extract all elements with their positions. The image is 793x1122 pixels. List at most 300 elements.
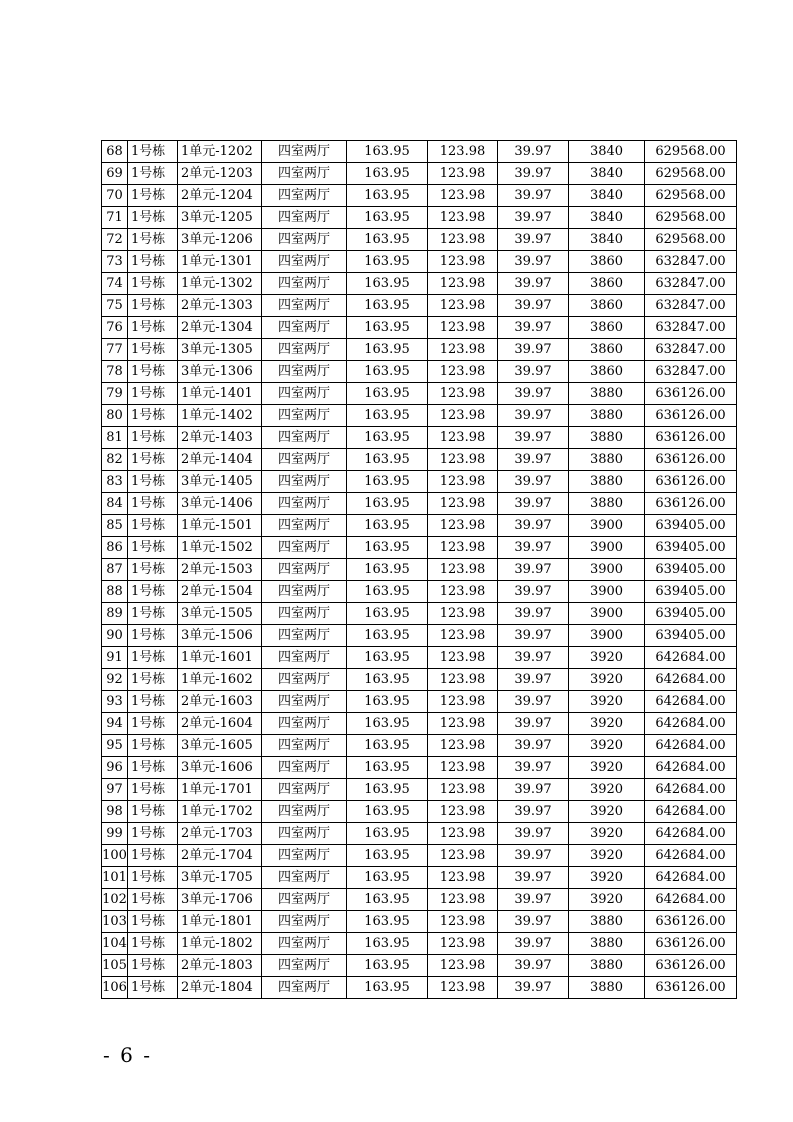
unit-cell: 2单元-1203 (178, 163, 262, 185)
shared-area-cell: 39.97 (498, 295, 569, 317)
row-number: 81 (102, 427, 128, 449)
unit-price-cell: 3920 (569, 867, 645, 889)
row-number: 103 (102, 911, 128, 933)
inner-area-cell: 123.98 (428, 317, 498, 339)
total-price-cell: 639405.00 (645, 559, 737, 581)
layout-cell: 四室两厅 (262, 757, 347, 779)
inner-area-cell: 123.98 (428, 537, 498, 559)
row-number: 90 (102, 625, 128, 647)
unit-cell: 2单元-1304 (178, 317, 262, 339)
unit-price-cell: 3880 (569, 493, 645, 515)
building-cell: 1号栋 (128, 317, 178, 339)
layout-cell: 四室两厅 (262, 273, 347, 295)
row-number: 74 (102, 273, 128, 295)
table-row (102, 405, 737, 427)
shared-area-cell: 39.97 (498, 229, 569, 251)
unit-price-cell: 3920 (569, 823, 645, 845)
building-area-cell: 163.95 (347, 779, 428, 801)
building-cell: 1号栋 (128, 405, 178, 427)
inner-area-cell: 123.98 (428, 735, 498, 757)
building-area-cell: 163.95 (347, 229, 428, 251)
row-number: 72 (102, 229, 128, 251)
building-cell: 1号栋 (128, 427, 178, 449)
total-price-cell: 632847.00 (645, 317, 737, 339)
shared-area-cell: 39.97 (498, 845, 569, 867)
layout-cell: 四室两厅 (262, 141, 347, 163)
total-price-cell: 632847.00 (645, 251, 737, 273)
unit-price-cell: 3880 (569, 933, 645, 955)
unit-price-cell: 3880 (569, 911, 645, 933)
building-area-cell: 163.95 (347, 383, 428, 405)
unit-cell: 1单元-1202 (178, 141, 262, 163)
total-price-cell: 629568.00 (645, 141, 737, 163)
shared-area-cell: 39.97 (498, 977, 569, 999)
total-price-cell: 636126.00 (645, 427, 737, 449)
building-area-cell: 163.95 (347, 911, 428, 933)
table-row (102, 207, 737, 229)
layout-cell: 四室两厅 (262, 845, 347, 867)
unit-cell: 3单元-1705 (178, 867, 262, 889)
unit-price-cell: 3920 (569, 647, 645, 669)
unit-cell: 2单元-1604 (178, 713, 262, 735)
shared-area-cell: 39.97 (498, 647, 569, 669)
table-row (102, 141, 737, 163)
unit-price-cell: 3920 (569, 669, 645, 691)
table-row (102, 801, 737, 823)
unit-cell: 3单元-1305 (178, 339, 262, 361)
shared-area-cell: 39.97 (498, 163, 569, 185)
shared-area-cell: 39.97 (498, 669, 569, 691)
table-row (102, 361, 737, 383)
inner-area-cell: 123.98 (428, 141, 498, 163)
table-row (102, 251, 737, 273)
building-area-cell: 163.95 (347, 823, 428, 845)
shared-area-cell: 39.97 (498, 867, 569, 889)
building-cell: 1号栋 (128, 625, 178, 647)
table-row (102, 779, 737, 801)
unit-price-cell: 3900 (569, 625, 645, 647)
unit-cell: 1单元-1402 (178, 405, 262, 427)
total-price-cell: 632847.00 (645, 339, 737, 361)
shared-area-cell: 39.97 (498, 361, 569, 383)
unit-price-cell: 3840 (569, 229, 645, 251)
total-price-cell: 642684.00 (645, 779, 737, 801)
unit-cell: 3单元-1506 (178, 625, 262, 647)
unit-price-cell: 3920 (569, 845, 645, 867)
layout-cell: 四室两厅 (262, 317, 347, 339)
table-row (102, 537, 737, 559)
table-row (102, 757, 737, 779)
row-number: 96 (102, 757, 128, 779)
row-number: 93 (102, 691, 128, 713)
building-area-cell: 163.95 (347, 713, 428, 735)
total-price-cell: 632847.00 (645, 273, 737, 295)
page-number: - 6 - (103, 1043, 152, 1067)
total-price-cell: 642684.00 (645, 757, 737, 779)
inner-area-cell: 123.98 (428, 207, 498, 229)
total-price-cell: 642684.00 (645, 669, 737, 691)
unit-price-cell: 3920 (569, 889, 645, 911)
unit-price-cell: 3900 (569, 537, 645, 559)
building-area-cell: 163.95 (347, 977, 428, 999)
table-row (102, 713, 737, 735)
total-price-cell: 639405.00 (645, 625, 737, 647)
building-cell: 1号栋 (128, 779, 178, 801)
unit-price-cell: 3880 (569, 449, 645, 471)
unit-price-cell: 3880 (569, 955, 645, 977)
unit-cell: 3单元-1406 (178, 493, 262, 515)
table-row (102, 977, 737, 999)
unit-cell: 2单元-1804 (178, 977, 262, 999)
shared-area-cell: 39.97 (498, 339, 569, 361)
total-price-cell: 642684.00 (645, 801, 737, 823)
layout-cell: 四室两厅 (262, 207, 347, 229)
layout-cell: 四室两厅 (262, 647, 347, 669)
shared-area-cell: 39.97 (498, 911, 569, 933)
shared-area-cell: 39.97 (498, 757, 569, 779)
unit-cell: 1单元-1301 (178, 251, 262, 273)
building-cell: 1号栋 (128, 713, 178, 735)
layout-cell: 四室两厅 (262, 185, 347, 207)
building-area-cell: 163.95 (347, 515, 428, 537)
row-number: 99 (102, 823, 128, 845)
row-number: 91 (102, 647, 128, 669)
total-price-cell: 636126.00 (645, 977, 737, 999)
layout-cell: 四室两厅 (262, 361, 347, 383)
inner-area-cell: 123.98 (428, 229, 498, 251)
table-row (102, 317, 737, 339)
total-price-cell: 636126.00 (645, 449, 737, 471)
shared-area-cell: 39.97 (498, 251, 569, 273)
row-number: 97 (102, 779, 128, 801)
unit-price-cell: 3900 (569, 515, 645, 537)
building-cell: 1号栋 (128, 757, 178, 779)
inner-area-cell: 123.98 (428, 977, 498, 999)
building-area-cell: 163.95 (347, 273, 428, 295)
shared-area-cell: 39.97 (498, 625, 569, 647)
unit-price-cell: 3880 (569, 977, 645, 999)
shared-area-cell: 39.97 (498, 449, 569, 471)
total-price-cell: 632847.00 (645, 295, 737, 317)
layout-cell: 四室两厅 (262, 427, 347, 449)
total-price-cell: 642684.00 (645, 889, 737, 911)
total-price-cell: 636126.00 (645, 471, 737, 493)
row-number: 86 (102, 537, 128, 559)
shared-area-cell: 39.97 (498, 427, 569, 449)
row-number: 69 (102, 163, 128, 185)
inner-area-cell: 123.98 (428, 779, 498, 801)
total-price-cell: 639405.00 (645, 603, 737, 625)
building-cell: 1号栋 (128, 229, 178, 251)
building-area-cell: 163.95 (347, 295, 428, 317)
unit-cell: 2单元-1603 (178, 691, 262, 713)
building-cell: 1号栋 (128, 581, 178, 603)
building-area-cell: 163.95 (347, 647, 428, 669)
layout-cell: 四室两厅 (262, 229, 347, 251)
total-price-cell: 639405.00 (645, 515, 737, 537)
unit-price-cell: 3860 (569, 295, 645, 317)
total-price-cell: 629568.00 (645, 207, 737, 229)
table-row (102, 493, 737, 515)
inner-area-cell: 123.98 (428, 603, 498, 625)
inner-area-cell: 123.98 (428, 955, 498, 977)
table-row (102, 955, 737, 977)
table-row (102, 845, 737, 867)
table-row (102, 581, 737, 603)
inner-area-cell: 123.98 (428, 361, 498, 383)
row-number: 92 (102, 669, 128, 691)
building-area-cell: 163.95 (347, 801, 428, 823)
unit-price-cell: 3880 (569, 471, 645, 493)
shared-area-cell: 39.97 (498, 581, 569, 603)
inner-area-cell: 123.98 (428, 273, 498, 295)
building-cell: 1号栋 (128, 911, 178, 933)
building-cell: 1号栋 (128, 845, 178, 867)
row-number: 100 (102, 845, 128, 867)
unit-price-cell: 3920 (569, 735, 645, 757)
total-price-cell: 636126.00 (645, 933, 737, 955)
building-cell: 1号栋 (128, 185, 178, 207)
inner-area-cell: 123.98 (428, 625, 498, 647)
table-row (102, 427, 737, 449)
table-row (102, 383, 737, 405)
inner-area-cell: 123.98 (428, 647, 498, 669)
table-row (102, 691, 737, 713)
inner-area-cell: 123.98 (428, 185, 498, 207)
row-number: 98 (102, 801, 128, 823)
row-number: 104 (102, 933, 128, 955)
unit-cell: 3单元-1205 (178, 207, 262, 229)
building-area-cell: 163.95 (347, 845, 428, 867)
shared-area-cell: 39.97 (498, 207, 569, 229)
unit-cell: 2单元-1404 (178, 449, 262, 471)
table-row (102, 515, 737, 537)
row-number: 102 (102, 889, 128, 911)
row-number: 82 (102, 449, 128, 471)
building-cell: 1号栋 (128, 647, 178, 669)
table-row (102, 647, 737, 669)
row-number: 75 (102, 295, 128, 317)
unit-price-cell: 3900 (569, 559, 645, 581)
layout-cell: 四室两厅 (262, 537, 347, 559)
building-cell: 1号栋 (128, 889, 178, 911)
layout-cell: 四室两厅 (262, 625, 347, 647)
row-number: 71 (102, 207, 128, 229)
layout-cell: 四室两厅 (262, 405, 347, 427)
layout-cell: 四室两厅 (262, 867, 347, 889)
total-price-cell: 639405.00 (645, 581, 737, 603)
unit-cell: 2单元-1703 (178, 823, 262, 845)
row-number: 80 (102, 405, 128, 427)
row-number: 83 (102, 471, 128, 493)
table-row (102, 185, 737, 207)
building-area-cell: 163.95 (347, 339, 428, 361)
unit-price-cell: 3920 (569, 713, 645, 735)
shared-area-cell: 39.97 (498, 273, 569, 295)
building-cell: 1号栋 (128, 559, 178, 581)
building-area-cell: 163.95 (347, 471, 428, 493)
building-area-cell: 163.95 (347, 559, 428, 581)
unit-cell: 2单元-1704 (178, 845, 262, 867)
table-row (102, 867, 737, 889)
shared-area-cell: 39.97 (498, 603, 569, 625)
shared-area-cell: 39.97 (498, 515, 569, 537)
shared-area-cell: 39.97 (498, 713, 569, 735)
table-row (102, 889, 737, 911)
row-number: 73 (102, 251, 128, 273)
building-area-cell: 163.95 (347, 625, 428, 647)
shared-area-cell: 39.97 (498, 141, 569, 163)
layout-cell: 四室两厅 (262, 735, 347, 757)
layout-cell: 四室两厅 (262, 779, 347, 801)
building-area-cell: 163.95 (347, 867, 428, 889)
row-number: 94 (102, 713, 128, 735)
layout-cell: 四室两厅 (262, 603, 347, 625)
table-row (102, 559, 737, 581)
building-cell: 1号栋 (128, 735, 178, 757)
unit-price-cell: 3900 (569, 581, 645, 603)
unit-cell: 1单元-1701 (178, 779, 262, 801)
unit-price-cell: 3860 (569, 317, 645, 339)
layout-cell: 四室两厅 (262, 559, 347, 581)
unit-price-cell: 3840 (569, 141, 645, 163)
inner-area-cell: 123.98 (428, 405, 498, 427)
layout-cell: 四室两厅 (262, 669, 347, 691)
unit-price-cell: 3880 (569, 427, 645, 449)
unit-price-cell: 3920 (569, 691, 645, 713)
layout-cell: 四室两厅 (262, 515, 347, 537)
building-cell: 1号栋 (128, 955, 178, 977)
shared-area-cell: 39.97 (498, 405, 569, 427)
inner-area-cell: 123.98 (428, 757, 498, 779)
inner-area-cell: 123.98 (428, 427, 498, 449)
building-area-cell: 163.95 (347, 757, 428, 779)
unit-cell: 3单元-1206 (178, 229, 262, 251)
inner-area-cell: 123.98 (428, 515, 498, 537)
building-cell: 1号栋 (128, 515, 178, 537)
unit-price-cell: 3840 (569, 207, 645, 229)
row-number: 89 (102, 603, 128, 625)
inner-area-cell: 123.98 (428, 823, 498, 845)
building-cell: 1号栋 (128, 141, 178, 163)
shared-area-cell: 39.97 (498, 823, 569, 845)
row-number: 101 (102, 867, 128, 889)
table-row (102, 229, 737, 251)
unit-cell: 1单元-1401 (178, 383, 262, 405)
inner-area-cell: 123.98 (428, 339, 498, 361)
shared-area-cell: 39.97 (498, 889, 569, 911)
housing-price-table (101, 140, 737, 999)
total-price-cell: 642684.00 (645, 713, 737, 735)
layout-cell: 四室两厅 (262, 977, 347, 999)
shared-area-cell: 39.97 (498, 383, 569, 405)
layout-cell: 四室两厅 (262, 713, 347, 735)
layout-cell: 四室两厅 (262, 691, 347, 713)
inner-area-cell: 123.98 (428, 911, 498, 933)
building-area-cell: 163.95 (347, 427, 428, 449)
table-row (102, 911, 737, 933)
unit-cell: 1单元-1502 (178, 537, 262, 559)
table-row (102, 449, 737, 471)
inner-area-cell: 123.98 (428, 713, 498, 735)
row-number: 84 (102, 493, 128, 515)
unit-cell: 3单元-1605 (178, 735, 262, 757)
inner-area-cell: 123.98 (428, 449, 498, 471)
total-price-cell: 636126.00 (645, 405, 737, 427)
unit-cell: 2单元-1403 (178, 427, 262, 449)
building-cell: 1号栋 (128, 383, 178, 405)
unit-price-cell: 3920 (569, 757, 645, 779)
unit-price-cell: 3860 (569, 273, 645, 295)
unit-cell: 1单元-1802 (178, 933, 262, 955)
building-cell: 1号栋 (128, 493, 178, 515)
total-price-cell: 642684.00 (645, 647, 737, 669)
layout-cell: 四室两厅 (262, 955, 347, 977)
building-area-cell: 163.95 (347, 449, 428, 471)
building-cell: 1号栋 (128, 251, 178, 273)
total-price-cell: 642684.00 (645, 867, 737, 889)
shared-area-cell: 39.97 (498, 471, 569, 493)
unit-price-cell: 3840 (569, 185, 645, 207)
total-price-cell: 642684.00 (645, 691, 737, 713)
building-area-cell: 163.95 (347, 405, 428, 427)
shared-area-cell: 39.97 (498, 493, 569, 515)
building-area-cell: 163.95 (347, 317, 428, 339)
total-price-cell: 632847.00 (645, 361, 737, 383)
building-cell: 1号栋 (128, 669, 178, 691)
unit-cell: 1单元-1302 (178, 273, 262, 295)
building-area-cell: 163.95 (347, 361, 428, 383)
building-area-cell: 163.95 (347, 933, 428, 955)
unit-cell: 2单元-1803 (178, 955, 262, 977)
layout-cell: 四室两厅 (262, 581, 347, 603)
total-price-cell: 636126.00 (645, 955, 737, 977)
shared-area-cell: 39.97 (498, 955, 569, 977)
building-area-cell: 163.95 (347, 493, 428, 515)
inner-area-cell: 123.98 (428, 581, 498, 603)
building-area-cell: 163.95 (347, 207, 428, 229)
building-cell: 1号栋 (128, 339, 178, 361)
unit-cell: 3单元-1306 (178, 361, 262, 383)
inner-area-cell: 123.98 (428, 889, 498, 911)
unit-cell: 3单元-1706 (178, 889, 262, 911)
shared-area-cell: 39.97 (498, 537, 569, 559)
building-area-cell: 163.95 (347, 889, 428, 911)
layout-cell: 四室两厅 (262, 339, 347, 361)
total-price-cell: 636126.00 (645, 383, 737, 405)
building-area-cell: 163.95 (347, 141, 428, 163)
building-cell: 1号栋 (128, 823, 178, 845)
building-area-cell: 163.95 (347, 955, 428, 977)
table-row (102, 823, 737, 845)
layout-cell: 四室两厅 (262, 823, 347, 845)
unit-price-cell: 3920 (569, 779, 645, 801)
unit-price-cell: 3880 (569, 405, 645, 427)
layout-cell: 四室两厅 (262, 493, 347, 515)
table-row (102, 273, 737, 295)
inner-area-cell: 123.98 (428, 845, 498, 867)
building-cell: 1号栋 (128, 449, 178, 471)
unit-cell: 1单元-1601 (178, 647, 262, 669)
row-number: 77 (102, 339, 128, 361)
layout-cell: 四室两厅 (262, 295, 347, 317)
shared-area-cell: 39.97 (498, 691, 569, 713)
total-price-cell: 642684.00 (645, 735, 737, 757)
layout-cell: 四室两厅 (262, 801, 347, 823)
unit-price-cell: 3920 (569, 801, 645, 823)
unit-cell: 2单元-1204 (178, 185, 262, 207)
unit-cell: 1单元-1501 (178, 515, 262, 537)
